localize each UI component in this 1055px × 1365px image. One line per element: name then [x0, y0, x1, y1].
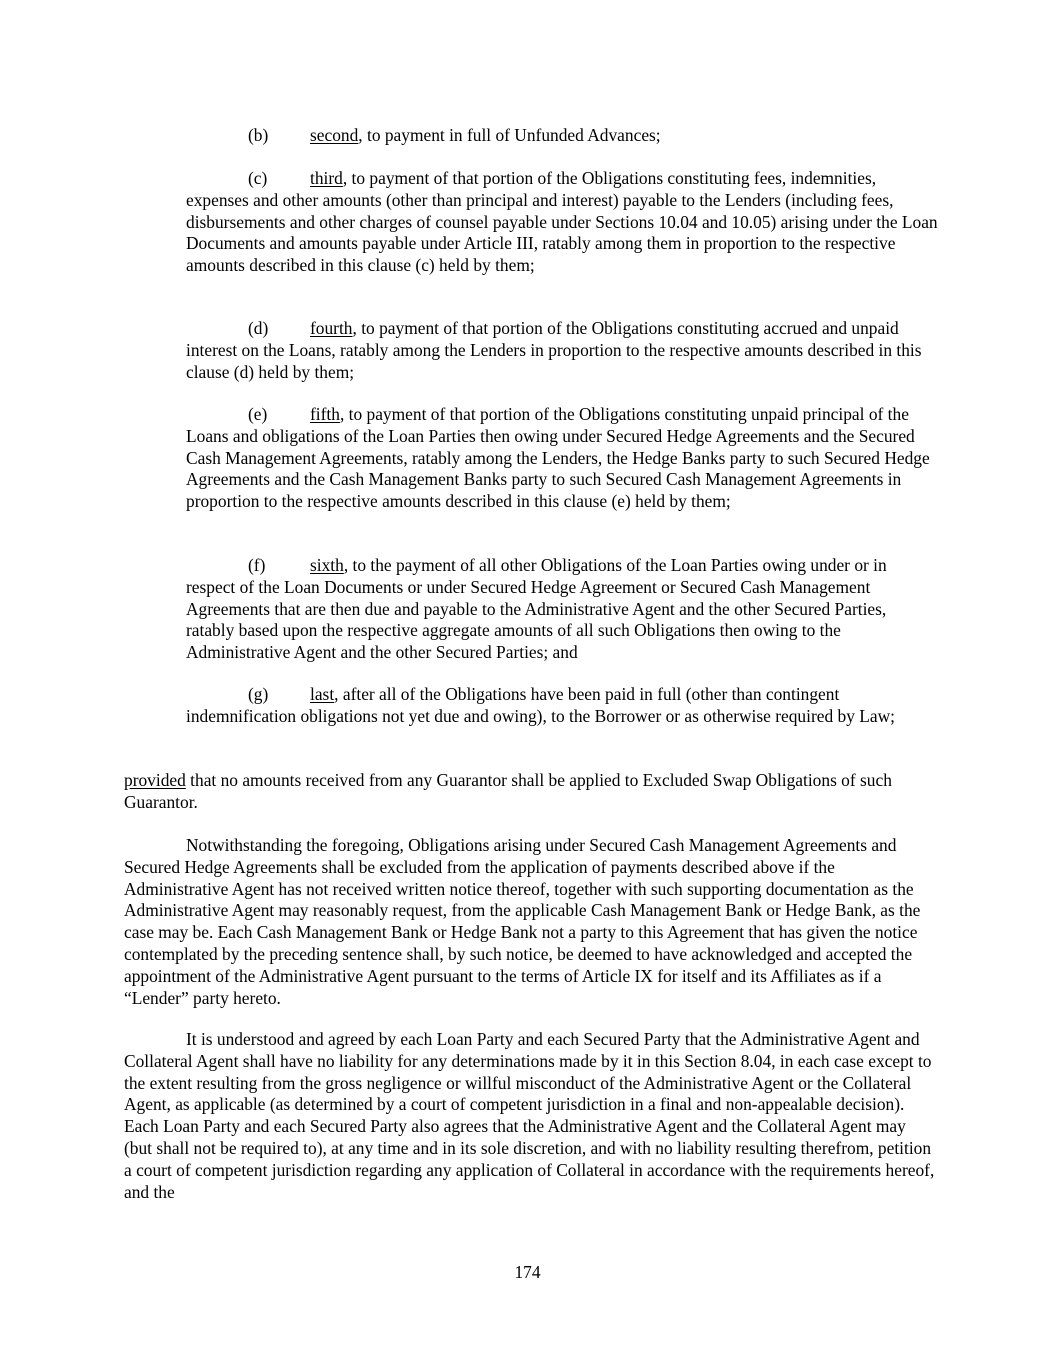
- proviso-text: that no amounts received from any Guarantor shall be applied to Excluded Swap Obligations of such Guarantor.: [124, 770, 892, 812]
- clause-e: [186, 404, 938, 513]
- clause-text: , after all of the Obligations have been paid in full (other than contingent indemnification obligations not yet due and owing), to the Borrower or as otherwise required by Law;: [186, 684, 895, 726]
- clause-label: (e): [248, 404, 268, 424]
- clause-label: (c): [248, 168, 268, 188]
- notwithstanding-paragraph: Notwithstanding the foregoing, Obligations arising under Secured Cash Management Agreements and Secured Hedge Agreements shall be excluded from the application of payments described above if the Administrative Agent has not received written notice thereof, together with such supporting documentation as the Administrative Agent may reasonably request, from the applicable Cash Management Bank or Hedge Bank, as the case may be. Each Cash Management Bank or Hedge Bank not a party to this Agreement that has given the notice contemplated by the preceding sentence shall, by such notice, be deemed to have acknowledged and accepted the appointment of the Administrative Agent pursuant to the terms of Article IX for itself and its Affiliates as if a “Lender” party hereto.: [124, 835, 921, 1008]
- clause-c: [186, 168, 938, 277]
- clause-label: (g): [248, 684, 269, 704]
- clause-keyword: third: [310, 168, 343, 188]
- clause-label: (f): [248, 555, 266, 575]
- page-number: 174: [514, 1262, 541, 1282]
- clause-text: , to payment in full of Unfunded Advances;: [358, 125, 661, 145]
- clause-text: , to payment of that portion of the Obligations constituting accrued and unpaid interest on the Loans, ratably among the Lenders in proportion to the respective amounts described in this clause (d) held by them;: [186, 318, 922, 382]
- clause-keyword: last: [310, 684, 335, 704]
- clause-text: , to payment of that portion of the Obligations constituting fees, indemnities, expenses and other amounts (other than principal and interest) payable to the Lenders (including fees, disbursements and other charges of counsel payable under Sections 10.04 and 10.05) arising under the Loan Documents and amounts payable under Article III, ratably among them in proportion to the respective amounts described in this clause (c) held by them;: [186, 168, 938, 276]
- proviso-keyword: provided: [124, 770, 186, 790]
- clause-keyword: sixth: [310, 555, 344, 575]
- clause-b: [186, 125, 938, 147]
- clause-keyword: fourth: [310, 318, 353, 338]
- clause-text: , to payment of that portion of the Obligations constituting unpaid principal of the Loans and obligations of the Loan Parties then owing under Secured Hedge Agreements and the Secured Cash Management Agreements, ratably among the Lenders, the Hedge Banks party to such Secured Hedge Agreements and the Cash Management Banks party to such Secured Cash Management Agreements in proportion to the respective amounts described in this clause (e) held by them;: [186, 404, 930, 512]
- clause-keyword: second: [310, 125, 359, 145]
- proviso-paragraph: [124, 770, 938, 814]
- clause-text: , to the payment of all other Obligations of the Loan Parties owing under or in respect of the Loan Documents or under Secured Hedge Agreement or Secured Cash Management Agreements that are then due and payable to the Administrative Agent and the other Secured Parties, ratably based upon the respective aggregate amounts of all such Obligations then owing to the Administrative Agent and the other Secured Parties; and: [186, 555, 887, 663]
- clause-f: [186, 555, 938, 664]
- clause-d: [186, 318, 938, 383]
- clause-label: (d): [248, 318, 269, 338]
- clause-g: [186, 684, 938, 728]
- clause-label: (b): [248, 125, 269, 145]
- understood-paragraph: It is understood and agreed by each Loan Party and each Secured Party that the Administrative Agent and Collateral Agent shall have no liability for any determinations made by it in this Section 8.04, in each case except to the extent resulting from the gross negligence or willful misconduct of the Administrative Agent or the Collateral Agent, as applicable (as determined by a court of competent jurisdiction in a final and non-appealable decision). Each Loan Party and each Secured Party also agrees that the Administrative Agent and the Collateral Agent may (but shall not be required to), at any time and in its sole discretion, and with no liability resulting therefrom, petition a court of competent jurisdiction regarding any application of Collateral in accordance with the requirements hereof, and the: [124, 1029, 935, 1202]
- clause-keyword: fifth: [310, 404, 340, 424]
